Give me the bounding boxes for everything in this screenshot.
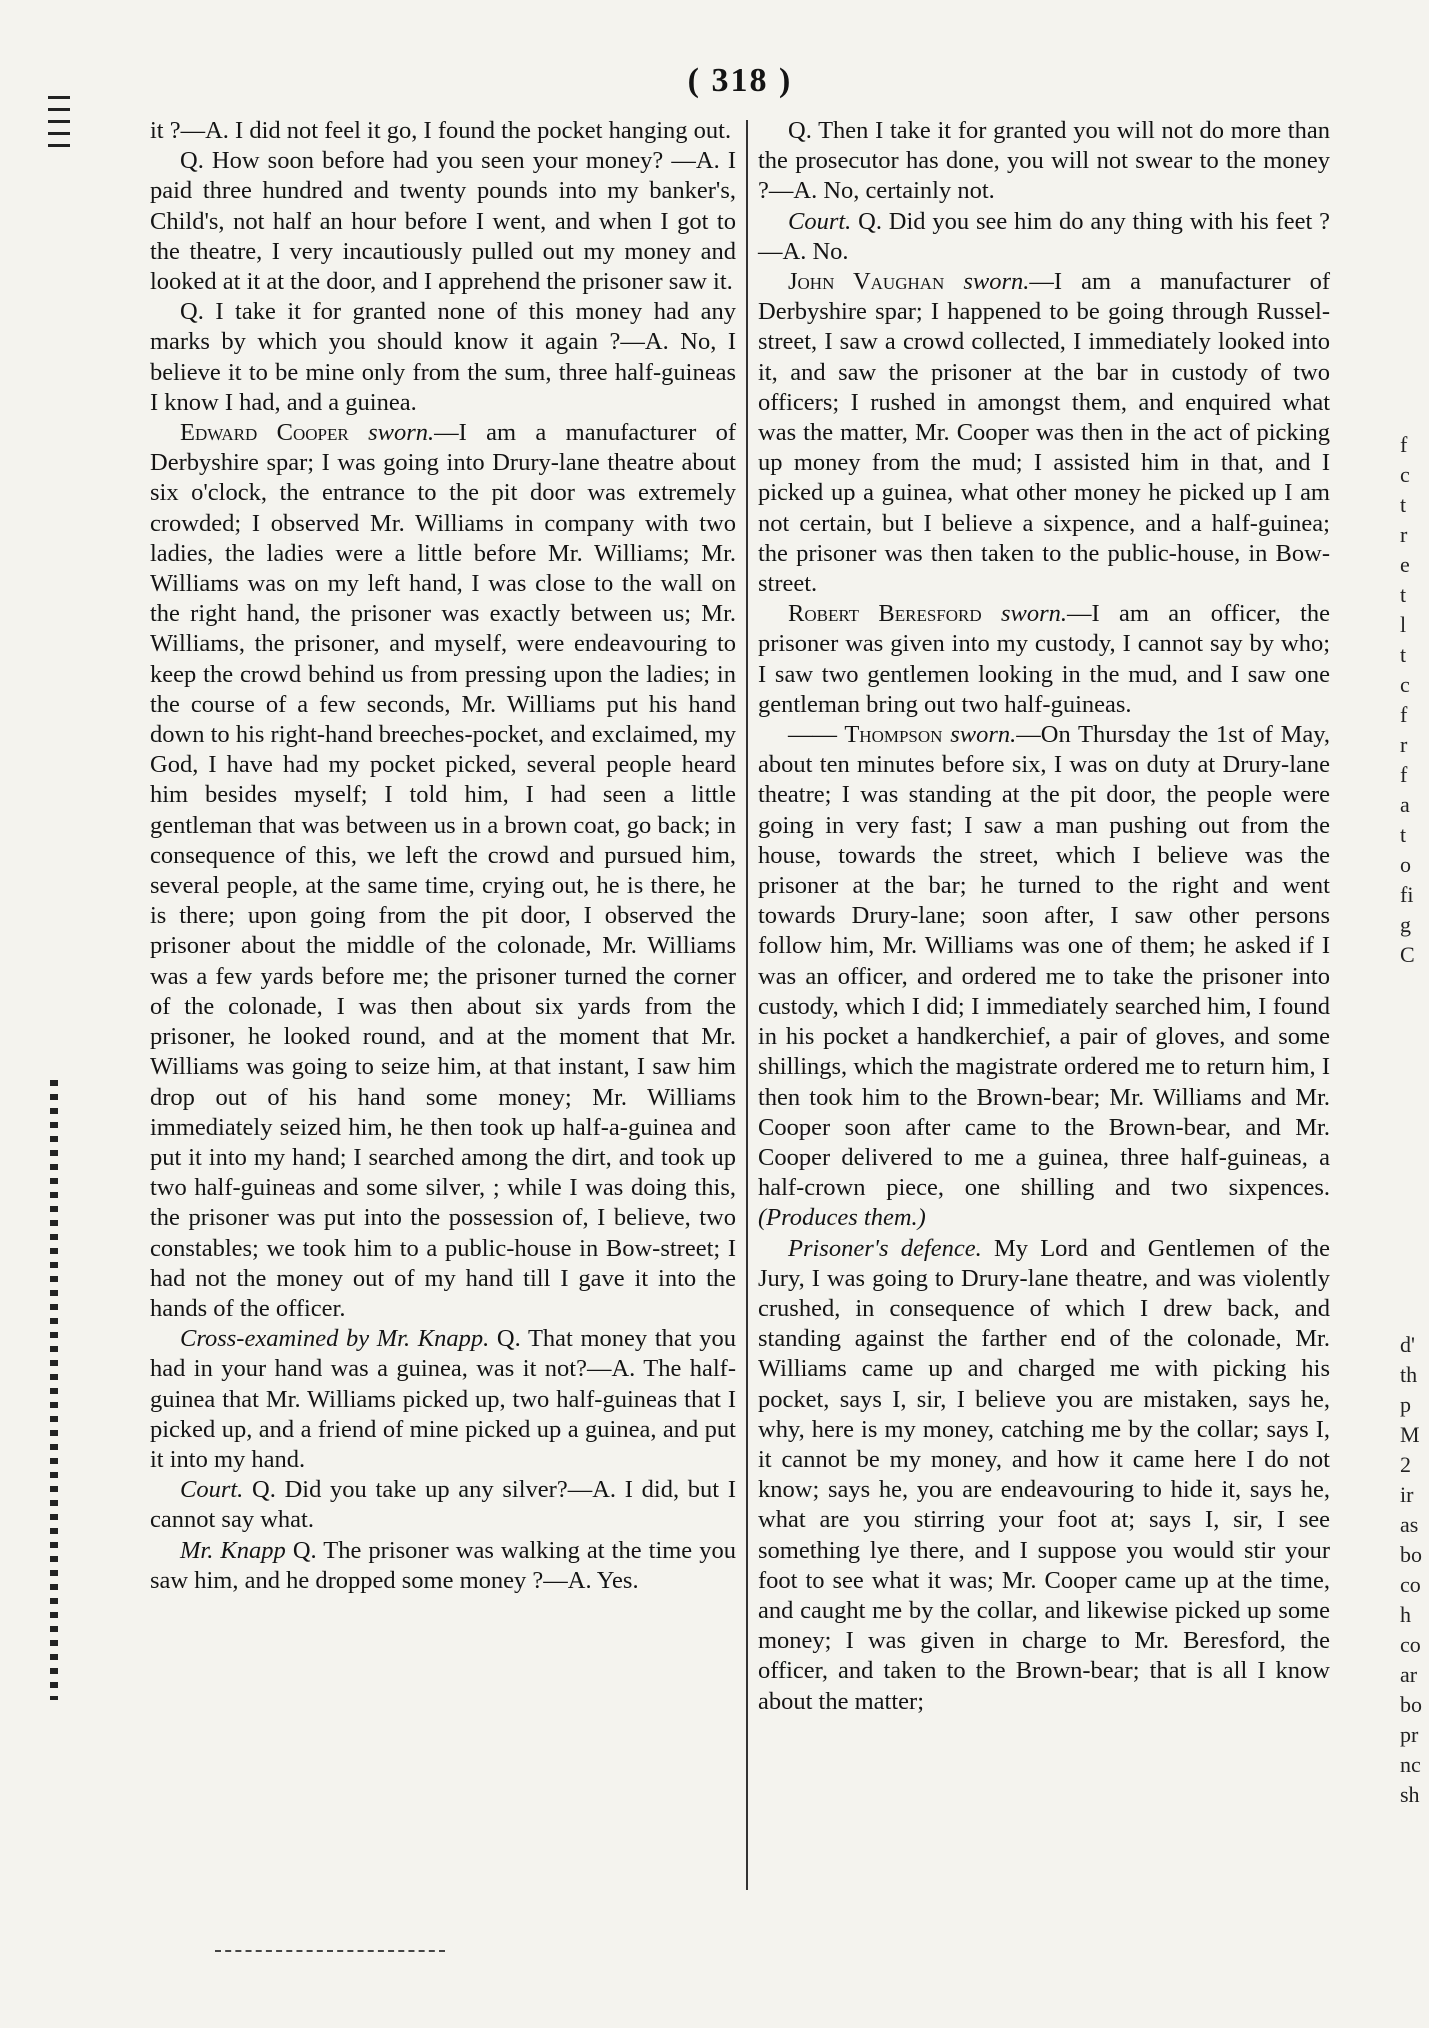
paragraph-text: My Lord and Gentlemen of the Jury, I was going to Drury-lane theatre, and was violently crushed, in consequence of which I drew back, and standing against the farther end of the colonade, Mr. Williams came up and charged me with picking his pocket, says I, sir, I believe you are mistaken, says he, why, here is my money, catching me by the collar; says I, it cannot be my money, and how it came here I do not know; says he, you are endeavouring to hide it, says he, what are you stirring your foot at; says I, sir, I see something lye there, and I suppose you would stir your foot to see what it was; Mr. Cooper came up at the time, and caught me by the collar, and likewise picked up some money; I was given in charge to Mr. Beresford, the officer, and taken to the Brown-bear; that is all I know about the matter; — [758, 1234, 1331, 1715]
next-page-edge-text — [1400, 1330, 1422, 1810]
paragraph — [150, 1536, 736, 1596]
edge-fragment: f — [1400, 432, 1408, 457]
edge-fragment: a — [1400, 792, 1410, 817]
paragraph-text: —I am a manufacturer of Derbyshire spar; I was going into Drury-lane theatre about six o'clock, the entrance to the pit door was extremely crowded; I observed Mr. Williams in company with two ladies, the ladies were a little before Mr. Williams; Mr. Williams was on my left hand, I was close to the wall on the right hand, the prisoner was exactly between us; Mr. Williams, the prisoner, and myself, were endeavouring to keep the crowd behind us from pressing upon the ladies; in the course of a few seconds, Mr. Williams put his hand down to his right-hand breeches-pocket, and exclaimed, my God, I have had my pocket picked, several people heard him besides myself; I told him, I had seen a little gentleman that was between us in a brown coat, go back; in consequence of this, we left the crowd and pursued him, several people, at the same time, crying out, he is there, he is there; upon going from the pit door, I observed the prisoner about the middle of the colonade, Mr. Williams was a few yards before me; the prisoner turned the corner of the colonade, I was then about six yards from the prisoner, he looked round, and at the moment that Mr. Williams was going to seize him, at that instant, I saw him drop out of his hand some money; Mr. Williams immediately seized him, he then took up half-a-guinea and put it into my hand; I searched among the dirt, and took up two half-guineas and some silver, ; while I was doing this, the prisoner was put into the possession of, I believe, two constables; we took him to a public-house in Bow-street; I had not the money out of my hand till I gave it into the hands of the officer. — [150, 419, 737, 1322]
edge-fragment: bo — [1400, 1542, 1422, 1567]
paragraph — [150, 297, 736, 418]
edge-fragment: t — [1400, 642, 1407, 667]
paragraph — [150, 1324, 736, 1475]
edge-fragment: co — [1400, 1632, 1421, 1657]
page-number: ( 318 ) — [687, 62, 793, 99]
edge-fragment: e — [1400, 552, 1410, 577]
speaker-label: Prisoner's defence. — [788, 1234, 982, 1262]
paragraph-text: Q. Did you see him do any thing with his feet ?—A. No. — [758, 207, 1330, 265]
edge-fragment: sh — [1400, 1782, 1420, 1807]
next-page-edge-text — [1400, 430, 1415, 970]
paragraph — [150, 146, 736, 297]
witness-name: —— Thompson — [788, 721, 943, 749]
paragraph — [758, 267, 1330, 599]
binding-mark — [48, 132, 70, 135]
paragraph — [150, 418, 736, 1324]
edge-fragment: c — [1400, 672, 1410, 697]
speaker-label: Court. — [788, 207, 852, 235]
edge-fragment: r — [1400, 522, 1408, 547]
paragraph — [758, 1234, 1330, 1717]
edge-fragment: ir — [1400, 1482, 1414, 1507]
right-column — [758, 116, 1330, 1717]
sworn-tag: sworn. — [368, 419, 435, 447]
binding-mark — [48, 120, 70, 123]
edge-fragment: r — [1400, 732, 1408, 757]
left-column — [150, 116, 736, 1596]
paragraph — [758, 599, 1330, 720]
paragraph — [150, 116, 736, 146]
edge-fragment: c — [1400, 462, 1410, 487]
edge-fragment: co — [1400, 1572, 1421, 1597]
sworn-tag: sworn. — [1000, 600, 1068, 628]
edge-fragment: g — [1400, 912, 1411, 937]
edge-fragment: th — [1400, 1362, 1418, 1387]
paragraph-text: Q. How soon before had you seen your money? —A. I paid three hundred and twenty pounds into my banker's, Child's, not half an hour before I went, and when I got to the theatre, I very incautiously pulled out my money and looked at it at the door, and I apprehend the prisoner saw it. — [150, 147, 736, 296]
paragraph-text: it ?—A. I did not feel it go, I found the pocket hanging out. — [150, 117, 732, 144]
edge-fragment: l — [1400, 612, 1407, 637]
sworn-tag: sworn. — [963, 268, 1030, 296]
edge-fragment: nc — [1400, 1752, 1421, 1777]
paragraph — [758, 207, 1330, 267]
edge-fragment: d' — [1400, 1332, 1415, 1357]
edge-fragment: f — [1400, 702, 1408, 727]
witness-name: John Vaughan — [788, 268, 945, 296]
edge-fragment: ar — [1400, 1662, 1418, 1687]
sworn-tag: sworn. — [950, 721, 1017, 749]
edge-fragment: p — [1400, 1392, 1411, 1417]
paragraph-text: Q. The prisoner was walking at the time you saw him, and he dropped some money ?—A. Yes. — [150, 1536, 736, 1594]
paragraph-note: (Produces them.) — [758, 1204, 926, 1232]
binding-mark — [48, 108, 70, 111]
speaker-label: Court. — [180, 1476, 244, 1504]
paragraph — [758, 720, 1330, 1233]
edge-fragment: bo — [1400, 1692, 1422, 1717]
paragraph-text: Q. I take it for granted none of this money had any marks by which you should know it again ?—A. No, I believe it to be mine only from the sum, three half-guineas I know I had, and a guinea. — [150, 298, 736, 416]
edge-fragment: 2 — [1400, 1452, 1411, 1477]
paragraph-text: —I am an officer, the prisoner was given into my custody, I cannot say by who; I saw two gentlemen looking in the mud, and I saw one gentleman bring out two half-guineas. — [758, 600, 1331, 718]
edge-fragment: M — [1400, 1422, 1420, 1447]
speaker-label: Cross-examined by Mr. Knapp. — [180, 1325, 490, 1353]
paragraph-text: —I am a manufacturer of Derbyshire spar; I happened to be going through Russel-street, I saw a crowd collected, I immediately looked into it, and saw the prisoner at the bar in custody of two officers; I rushed in amongst them, and enquired what was the matter, Mr. Cooper was then in the act of picking up money from the mud; I assisted him in that, and I picked up a guinea, what other money he picked up I am not certain, but I believe a sixpence, and a half-guinea; the prisoner was then taken to the public-house, in Bow-street. — [758, 268, 1331, 598]
edge-fragment: f — [1400, 762, 1408, 787]
edge-fragment: pr — [1400, 1722, 1419, 1747]
paragraph — [150, 1475, 736, 1535]
witness-name: Edward Cooper — [180, 419, 349, 447]
paragraph-text: Q. That money that you had in your hand was a guinea, was it not?—A. The half-guinea that Mr. Williams picked up, two half-guineas that I picked up, and a friend of mine picked up a guinea, and put it into my hand. — [150, 1325, 736, 1473]
speaker-label: Mr. Knapp — [180, 1536, 286, 1564]
edge-fragment: o — [1400, 852, 1411, 877]
paragraph — [758, 116, 1330, 207]
witness-name: Robert Beresford — [788, 600, 982, 628]
edge-fragment: h — [1400, 1602, 1411, 1627]
binding-mark — [48, 144, 70, 147]
paragraph-text: Q. Then I take it for granted you will not do more than the prosecutor has done, you will not swear to the money ?—A. No, certainly not. — [758, 117, 1330, 205]
edge-fragment: fi — [1400, 882, 1414, 907]
binding-mark — [48, 96, 70, 99]
paragraph-text: —On Thursday the 1st of May, about ten minutes before six, I was on duty at Drury-lane theatre; I was standing at the pit door, the people were going in very fast; I saw a man pushing out from the house, towards the street, which I believe was the prisoner at the bar; he turned to the right and went towards Drury-lane; soon after, I saw other persons follow him, Mr. Williams was one of them; he asked if I was an officer, and ordered me to take the prisoner into custody, which I did; I immediately searched him, I found in his pocket a handkerchief, a pair of gloves, and some shillings, which the magistrate ordered me to return him, I then took him to the Brown-bear; Mr. Williams and Mr. Cooper soon after came to the Brown-bear, and Mr. Cooper delivered to me a guinea, three half-guineas, a half-crown piece, one shilling and two sixpences. — [758, 721, 1331, 1202]
column-divider — [746, 120, 748, 1890]
edge-fragment: t — [1400, 822, 1407, 847]
footer-rule — [215, 1950, 445, 1954]
edge-fragment: as — [1400, 1512, 1419, 1537]
edge-fragment: C — [1400, 942, 1415, 967]
binding-mark — [50, 1080, 58, 1700]
edge-fragment: t — [1400, 492, 1407, 517]
paragraph-text: Q. Did you take up any silver?—A. I did, but I cannot say what. — [150, 1476, 736, 1534]
edge-fragment: t — [1400, 582, 1407, 607]
